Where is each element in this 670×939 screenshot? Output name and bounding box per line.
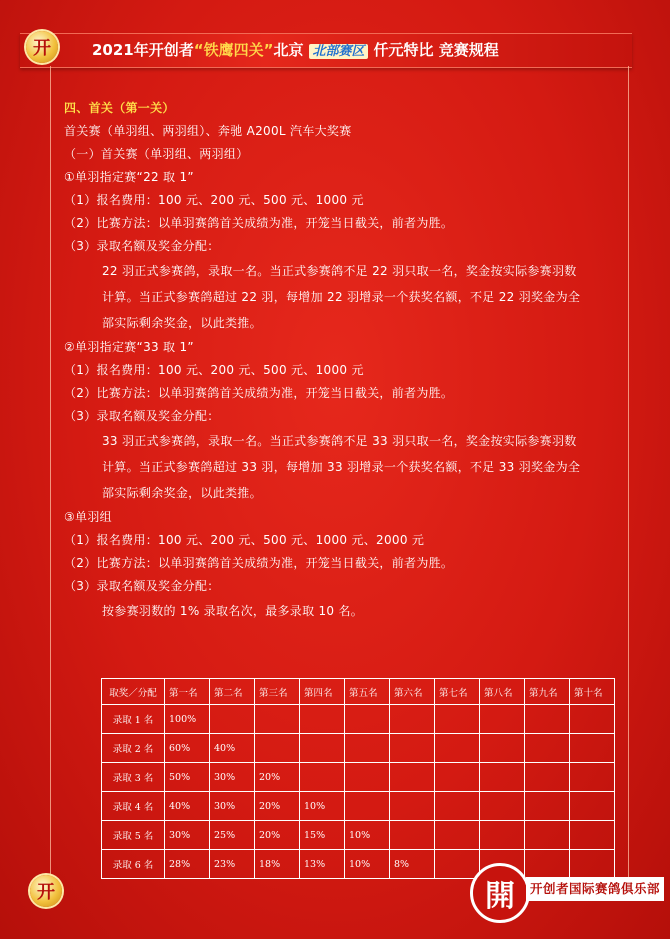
table-cell: 30% [165,821,210,850]
title-quote: “铁鹰四关” [193,41,274,59]
table-cell [390,705,435,734]
table-cell [525,705,570,734]
table-cell [300,734,345,763]
title-region: 北部赛区 [309,44,367,59]
table-header-cell: 第一名 [165,679,210,705]
title-prefix: 2021年开创者 [92,41,194,59]
document-body [64,97,616,624]
table-cell [390,792,435,821]
part1-quota-title: （3）录取名额及奖金分配： [64,239,220,253]
part2-fee: （1）报名费用：100 元、200 元、500 元、1000 元 [64,363,364,377]
logo-char: 开 [37,882,55,903]
part2-para-line2: 计算。当正式参赛鸽超过 33 羽，每增加 33 羽增录一个获奖名额，不足 33 羽奖金为全 [102,460,581,474]
table-cell [570,821,615,850]
table-cell: 28% [165,850,210,879]
table-cell [435,763,480,792]
club-name: 开创者国际赛鸽俱乐部 [526,877,664,901]
part3-para-line1: 按参赛羽数的 1% 录取名次，最多录取 10 名。 [102,604,364,618]
table-cell: 录取 3 名 [102,763,165,792]
table-cell [345,705,390,734]
table-header-cell: 第二名 [210,679,255,705]
part1-para-line1: 22 羽正式参赛鸽，录取一名。当正式参赛鸽不足 22 羽只取一名，奖金按实际参赛羽数 [102,264,577,278]
part2-title: ②单羽指定赛“33 取 1” [64,340,194,354]
table-cell: 20% [255,821,300,850]
table-cell [300,705,345,734]
part1-para-line2: 计算。当正式参赛鸽超过 22 羽，每增加 22 羽增录一个获奖名额，不足 22 羽奖金为全 [102,290,581,304]
table-cell: 录取 2 名 [102,734,165,763]
table-cell [525,734,570,763]
part3-quota-title: （3）录取名额及奖金分配： [64,579,220,593]
table-cell: 录取 6 名 [102,850,165,879]
table-header-cell: 第八名 [480,679,525,705]
logo-char: 开 [33,38,51,59]
part2-para-line1: 33 羽正式参赛鸽，录取一名。当正式参赛鸽不足 33 羽只取一名，奖金按实际参赛羽数 [102,434,577,448]
table-cell [390,821,435,850]
table-cell [255,705,300,734]
table-cell [345,763,390,792]
part2-method: （2）比赛方法：以单羽赛鸽首关成绩为准，开笼当日截关，前者为胜。 [64,386,454,400]
table-cell: 23% [210,850,255,879]
sub-title: （一）首关赛（单羽组、两羽组） [64,147,249,161]
table-cell: 30% [210,763,255,792]
table-row [102,821,615,850]
table-header-cell: 第三名 [255,679,300,705]
club-logo-icon [26,31,58,63]
table-cell [210,705,255,734]
table-cell [255,734,300,763]
part2-quota-title: （3）录取名额及奖金分配： [64,409,220,423]
table-cell: 25% [210,821,255,850]
table-cell [435,850,480,879]
table-cell: 10% [345,850,390,879]
table-cell: 20% [255,763,300,792]
part1-para-line3: 部实际剩余奖金，以此类推。 [102,316,262,330]
table-cell: 100% [165,705,210,734]
table-header-cell: 第六名 [390,679,435,705]
table-cell [570,850,615,879]
part3-fee: （1）报名费用：100 元、200 元、500 元、1000 元、2000 元 [64,533,425,547]
table-header-cell: 第四名 [300,679,345,705]
table-cell: 40% [165,792,210,821]
table-cell [345,792,390,821]
title-suffix: 仟元特比 竞赛规程 [373,41,499,59]
part1-fee: （1）报名费用：100 元、200 元、500 元、1000 元 [64,193,364,207]
table-cell: 录取 1 名 [102,705,165,734]
table-cell [480,734,525,763]
section-title: 四、首关（第一关） [64,101,175,115]
table-cell: 30% [210,792,255,821]
part1-method: （2）比赛方法：以单羽赛鸽首关成绩为准，开笼当日截关，前者为胜。 [64,216,454,230]
table-cell [435,821,480,850]
table-cell [435,705,480,734]
part3-method: （2）比赛方法：以单羽赛鸽首关成绩为准，开笼当日截关，前者为胜。 [64,556,454,570]
table-row [102,705,615,734]
table-cell [570,792,615,821]
table-cell: 20% [255,792,300,821]
table-row [102,792,615,821]
table-cell [480,763,525,792]
table-cell [435,734,480,763]
table-cell: 40% [210,734,255,763]
table-cell: 录取 5 名 [102,821,165,850]
table-cell: 60% [165,734,210,763]
table-cell: 10% [345,821,390,850]
table-cell: 15% [300,821,345,850]
table-cell [570,705,615,734]
intro-line: 首关赛（单羽组、两羽组）、奔驰 A200L 汽车大奖赛 [64,124,352,138]
table-body [102,705,615,879]
table-header-cell: 第七名 [435,679,480,705]
table-header-cell: 第九名 [525,679,570,705]
table-cell: 8% [390,850,435,879]
table-row [102,763,615,792]
table-row [102,734,615,763]
table-cell [345,734,390,763]
page-title [92,34,499,67]
footer-logo-char: 開 [485,879,515,914]
table-cell: 录取 4 名 [102,792,165,821]
table-cell [480,792,525,821]
table-cell [570,734,615,763]
table-cell [390,763,435,792]
table-header-row [102,679,615,705]
title-city: 北京 [273,41,304,59]
table-cell [480,705,525,734]
club-logo-icon [30,875,62,907]
part3-title: ③单羽组 [64,510,112,524]
table-cell [435,792,480,821]
award-table [101,678,615,879]
table-cell [390,734,435,763]
table-cell [525,763,570,792]
table-cell [480,821,525,850]
table-cell: 10% [300,792,345,821]
part2-para-line3: 部实际剩余奖金，以此类推。 [102,486,262,500]
footer-logo-icon [470,863,530,923]
table-cell: 13% [300,850,345,879]
table-cell: 18% [255,850,300,879]
table-header-cell: 取奖／分配 [102,679,165,705]
table-cell [525,792,570,821]
table-row [102,850,615,879]
table-cell [525,821,570,850]
part1-title: ①单羽指定赛“22 取 1” [64,170,194,184]
table-cell [300,763,345,792]
table-cell: 50% [165,763,210,792]
table-cell [525,850,570,879]
table-header-cell: 第五名 [345,679,390,705]
table-header-cell: 第十名 [570,679,615,705]
table-cell [570,763,615,792]
